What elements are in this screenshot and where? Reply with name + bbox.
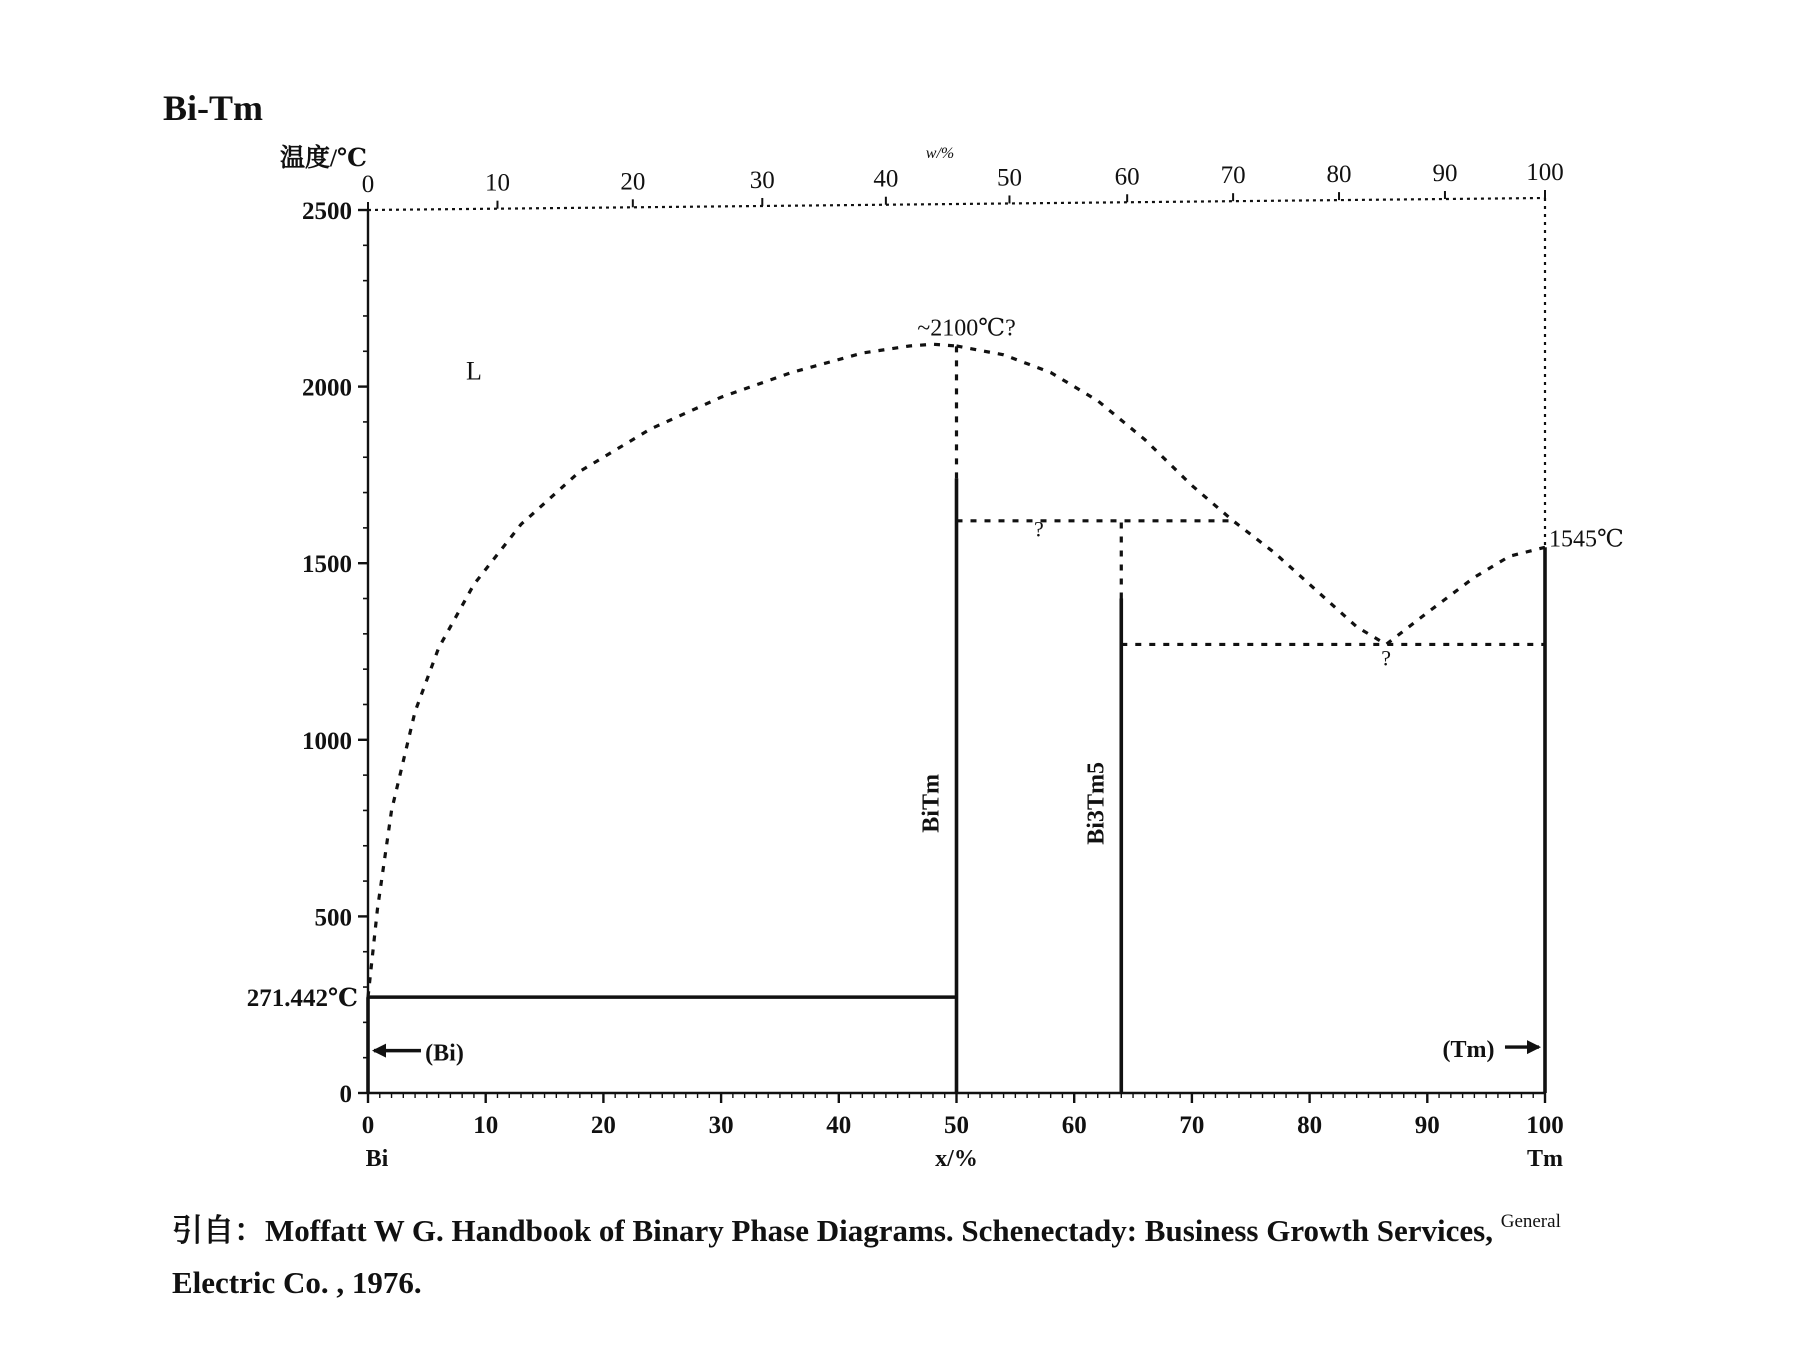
x-axis-top-line — [368, 198, 1545, 210]
x-tick-label-bottom: 10 — [473, 1112, 499, 1139]
x-tick-label-top: 70 — [1220, 162, 1246, 190]
x-tick-label-top: 20 — [620, 168, 646, 196]
y-tick-label: 1500 — [302, 551, 352, 579]
y-tick-label: 2000 — [302, 374, 352, 402]
citation-prefix: 引自： — [172, 1213, 265, 1248]
x-tick-label-bottom: 70 — [1179, 1112, 1205, 1139]
annotation-tm-melting: 1545℃ — [1549, 526, 1624, 553]
compound-label: Bi3Tm5 — [1083, 762, 1110, 845]
region-label-bi: (Bi) — [425, 1040, 464, 1067]
liquidus-left — [368, 344, 957, 997]
y-tick-label: 2500 — [302, 198, 352, 225]
x-tick-label-top: 80 — [1326, 161, 1352, 189]
x-tick-label-bottom: 0 — [361, 1112, 375, 1139]
liquidus-right — [957, 346, 1546, 644]
region-label-liquid: L — [465, 356, 482, 386]
x-tick-label-top: 0 — [361, 171, 375, 198]
x-tick-label-top: 30 — [749, 166, 775, 194]
arrow-tm-head — [1527, 1040, 1541, 1054]
x-tick-label-top: 90 — [1432, 160, 1458, 188]
x-tick-label-top: 40 — [873, 165, 899, 193]
y-tick-label: 500 — [314, 904, 352, 932]
right-end-label: Tm — [1527, 1146, 1563, 1172]
annotation-question: ? — [1034, 516, 1044, 542]
x-tick-label-top: 60 — [1114, 163, 1140, 191]
annotation-max-temp: ~2100℃? — [917, 315, 1016, 342]
x-tick-label-top: 10 — [484, 169, 510, 197]
x-tick-label-bottom: 100 — [1526, 1112, 1564, 1139]
y-tick-label: 1000 — [302, 727, 352, 755]
x-tick-label-bottom: 90 — [1414, 1112, 1440, 1139]
x-tick-label-bottom: 40 — [826, 1112, 852, 1139]
x-tick-label-bottom: 80 — [1297, 1112, 1323, 1139]
citation-line-2: Electric Co. , 1976. — [172, 1265, 422, 1300]
x-tick-label-top: 100 — [1526, 159, 1564, 186]
citation-line-1 — [172, 1196, 1561, 1257]
chart-title: Bi-Tm — [163, 88, 264, 128]
y-tick-label: 0 — [339, 1081, 352, 1108]
annotation-bi-melting: 271.442℃ — [246, 985, 358, 1013]
x-tick-label-bottom: 60 — [1061, 1112, 1087, 1139]
arrow-bi-head — [372, 1044, 386, 1058]
x-tick-label-bottom: 20 — [590, 1112, 616, 1139]
x-tick-label-top: 50 — [996, 164, 1022, 192]
citation-text-1: Moffatt W G. Handbook of Binary Phase Diagrams. Schenectady: Business Growth Services, — [265, 1213, 1493, 1248]
compound-label: BiTm — [918, 774, 945, 833]
citation — [172, 1196, 1561, 1309]
x-tick-label-bottom: 50 — [944, 1112, 969, 1139]
x-axis-bottom-label: x/% — [935, 1146, 978, 1172]
x-tick-label-bottom: 30 — [708, 1112, 734, 1139]
x-axis-top-label: w/% — [925, 145, 955, 162]
annotation-question: ? — [1381, 645, 1391, 671]
region-label-tm: (Tm) — [1442, 1037, 1495, 1064]
left-end-label: Bi — [365, 1146, 389, 1172]
citation-small-text: General — [1500, 1211, 1561, 1232]
y-axis-label: 温度/℃ — [280, 145, 367, 172]
